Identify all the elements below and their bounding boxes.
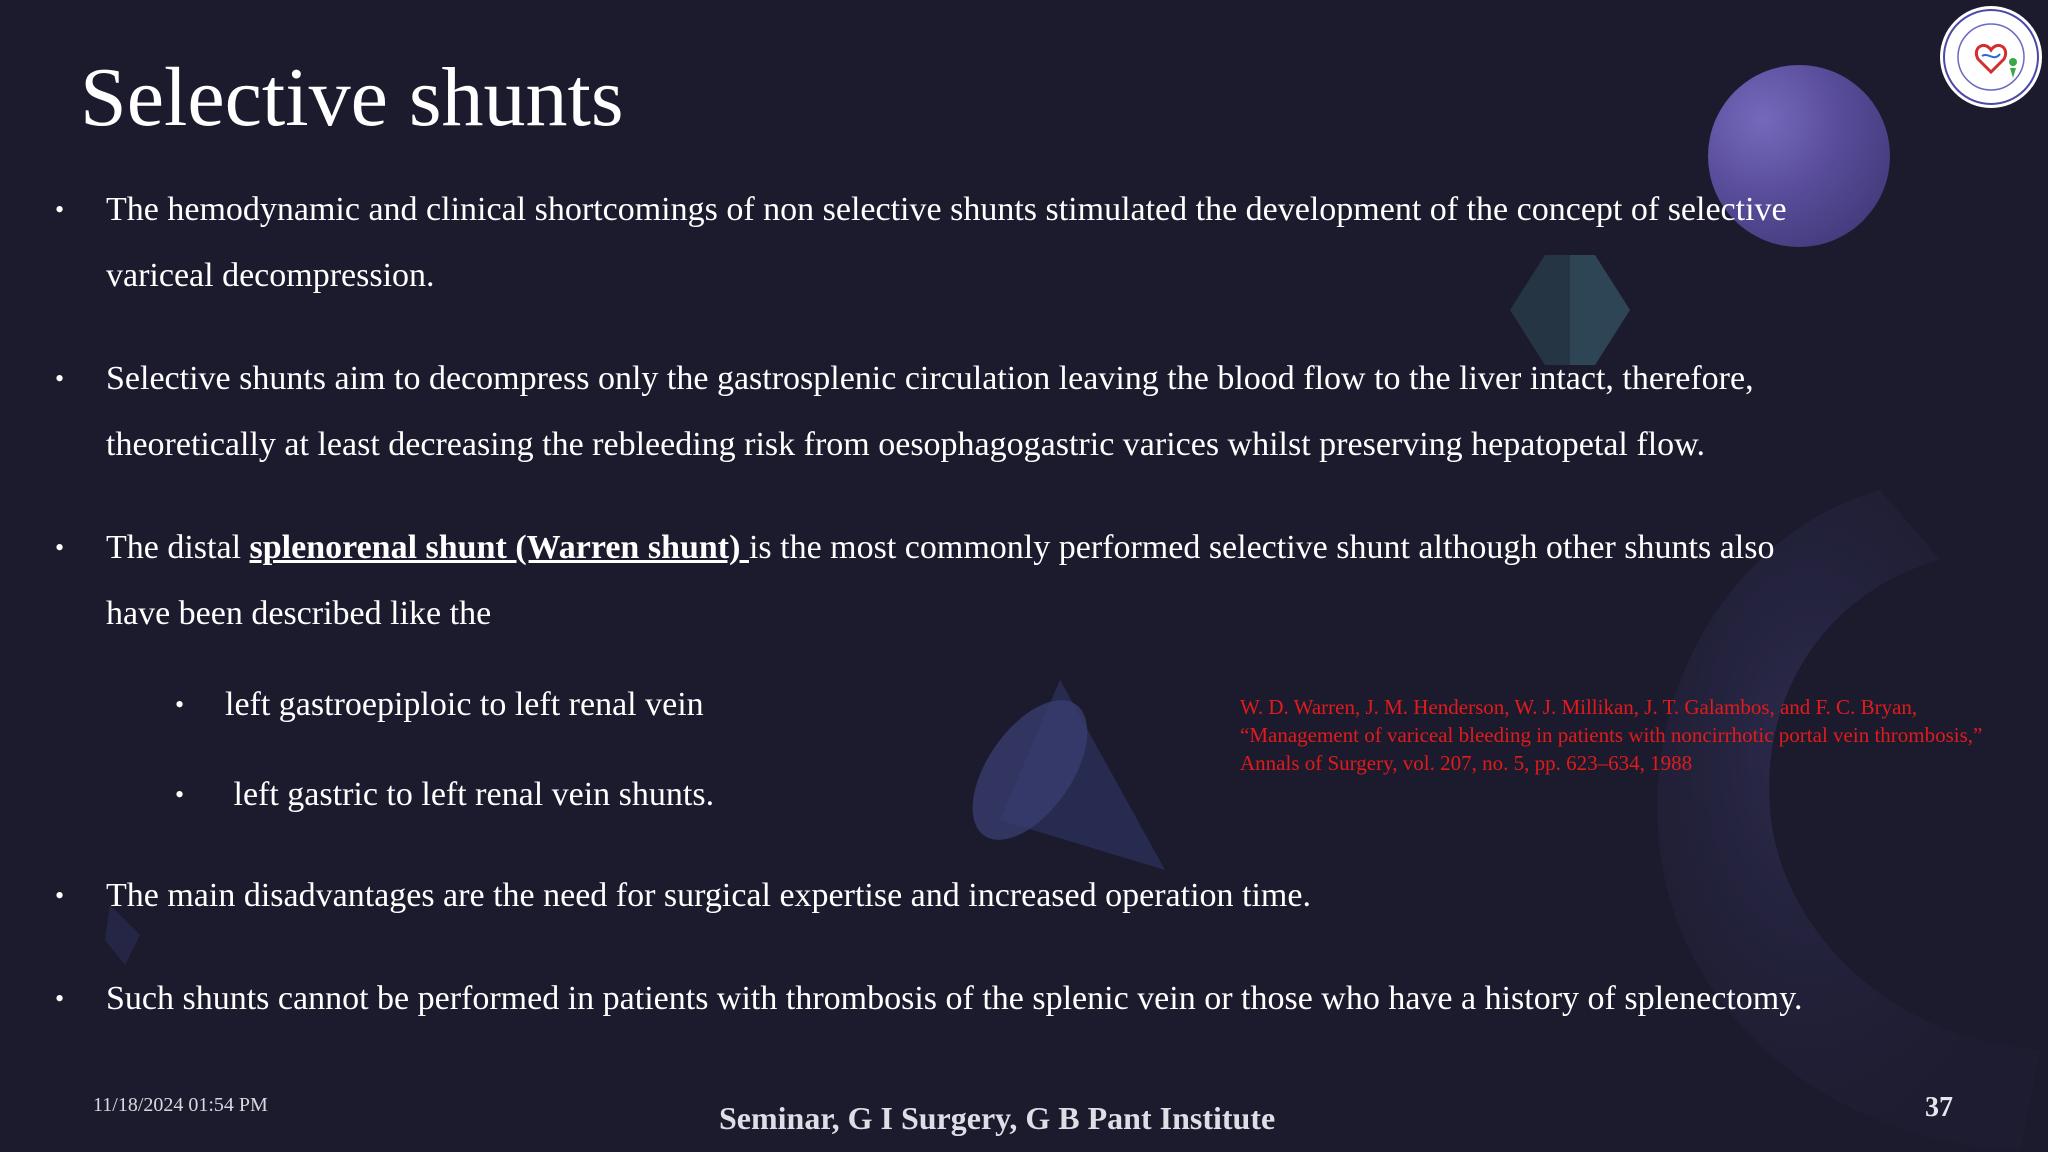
bullet-3-line-2: have been described like the [106,595,492,632]
bullet-3-text-pre: The distal [106,529,250,566]
cone-decoration [970,680,1170,880]
institute-seal-logo [1938,4,2044,110]
bullet-marker: • [55,195,65,224]
bullet-marker: • [55,533,65,562]
bullet-1-line-2: variceal decompression. [106,257,435,294]
bullet-3-line-1 [106,515,1774,581]
bullet-marker: • [55,984,65,1013]
bullet-4: The main disadvantages are the need for surgical expertise and increased operation time. [106,877,1311,914]
footer-title: Seminar, G I Surgery, G B Pant Institute [719,1100,1276,1136]
subbullet-2: left gastric to left renal vein shunts. [225,776,715,813]
bullet-marker: • [55,881,65,910]
warren-shunt-link[interactable]: splenorenal shunt (Warren shunt) [249,529,749,566]
subbullet-marker: • [175,690,185,719]
bullet-3-text-post: is the most commonly performed selective shunt although other shunts also [748,529,1775,566]
subbullet-marker: • [175,780,185,809]
bullet-marker: • [55,364,65,393]
slide-title: Selective shunts [80,51,624,144]
bullet-5: Such shunts cannot be performed in patients with thrombosis of the splenic vein or those who have a history of splenectomy. [106,980,1803,1017]
page-number: 37 [1925,1092,1953,1123]
footer-date: 11/18/2024 01:54 PM [93,1094,268,1116]
bullet-2-line-2: theoretically at least decreasing the rebleeding risk from oesophagogastric varices whilst preserving hepatopetal flow. [106,426,1705,463]
bullet-2-line-1: Selective shunts aim to decompress only the gastrosplenic circulation leaving the blood flow to the liver intact, therefore, [106,360,1754,397]
subbullet-1: left gastroepiploic to left renal vein [225,686,704,723]
citation-reference: W. D. Warren, J. M. Henderson, W. J. Millikan, J. T. Galambos, and F. C. Bryan, “Management of variceal bleeding in patients with noncirrhotic portal vein thrombosis,” Annals of Surgery, vol. 207, no. 5, pp. 623–634, 1988 [1240,695,1983,775]
bullet-1-line-1: The hemodynamic and clinical shortcomings of non selective shunts stimulated the development of the concept of selective [106,191,1787,228]
